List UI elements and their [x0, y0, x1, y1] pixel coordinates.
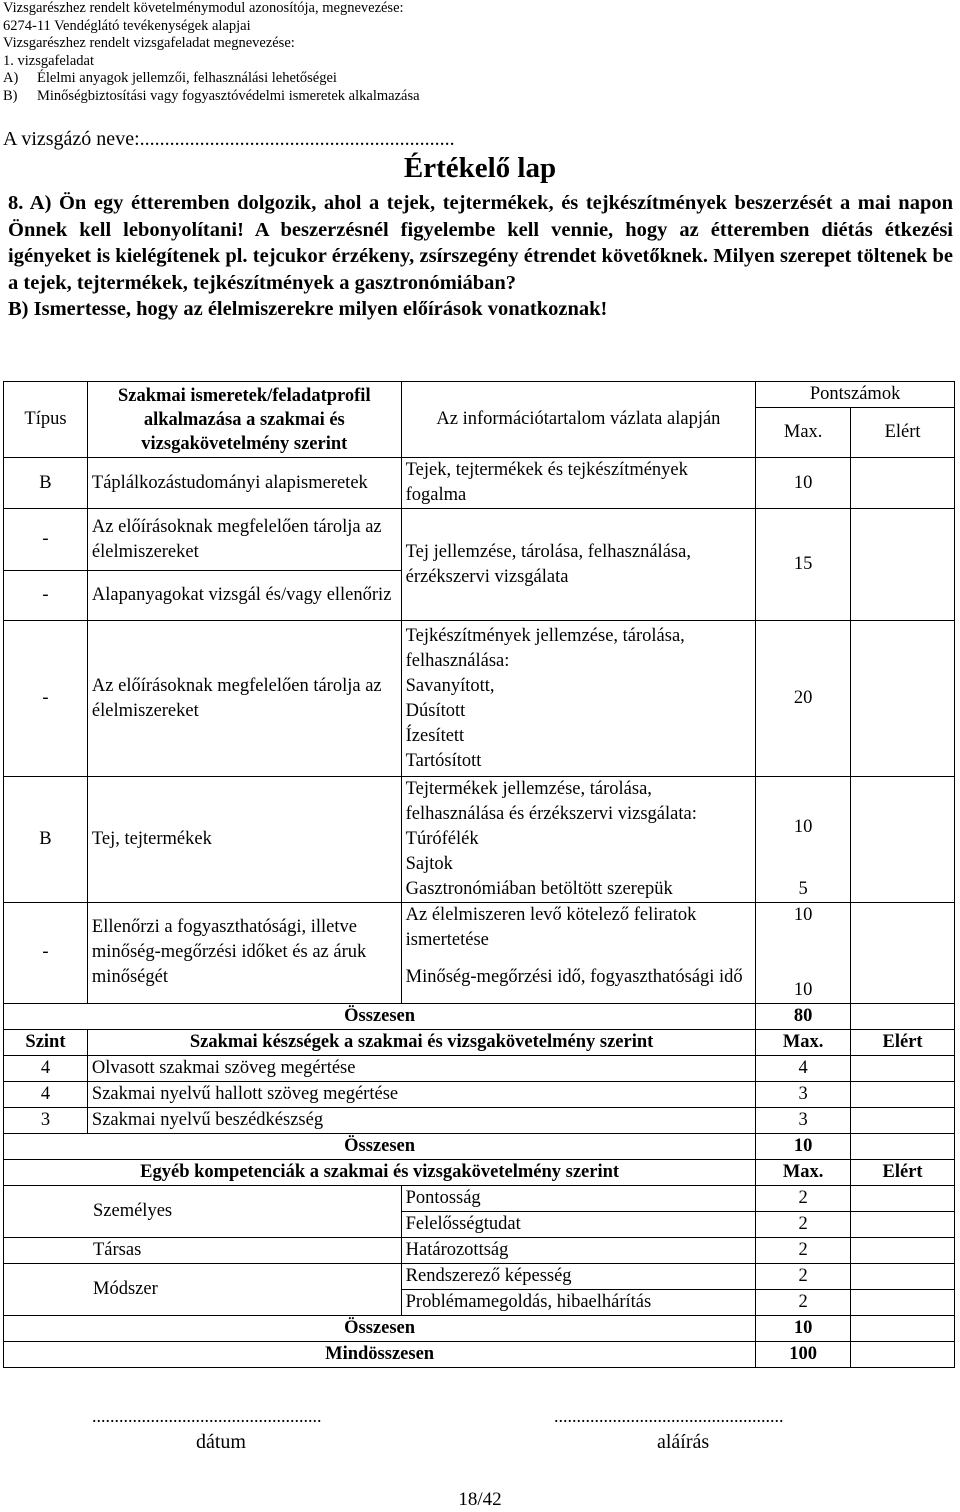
- subtotal-row: Összesen 10: [4, 1315, 955, 1341]
- table-row: 4 Szakmai nyelvű hallott szöveg megértése 3: [4, 1081, 955, 1107]
- date-line: ...................................................: [92, 1406, 322, 1426]
- document-header: [3, 0, 420, 105]
- table-row: Felelősségtudat 2: [4, 1211, 955, 1237]
- table-row: 4 Olvasott szakmai szöveg megértése 4: [4, 1055, 955, 1081]
- page-title: Értékelő lap: [403, 152, 557, 184]
- achieved-cell[interactable]: [851, 1237, 955, 1263]
- achieved-cell[interactable]: [851, 903, 955, 1004]
- task-part-b: B) Ismertesse, hogy az élelmiszerekre milyen előírások vonatkoznak!: [8, 298, 608, 320]
- competency-header-row: Egyéb kompetenciák a szakmai és vizsgakövetelmény szerint Max. Elért: [4, 1159, 955, 1185]
- achieved-cell[interactable]: [851, 1263, 955, 1289]
- skills-header-row: Szint Szakmai készségek a szakmai és vizsgakövetelmény szerint Max. Elért: [4, 1029, 955, 1055]
- table-row: - Ellenőrzi a fogyaszthatósági, illetve minőség-megőrzési időket és az áruk minőségét Az élelmiszeren levő kötelező feliratok ismertetése 10: [4, 903, 955, 954]
- header-line: Vizsgarészhez rendelt vizsgafeladat megnevezése:: [3, 35, 295, 51]
- header-item-a: A) Élelmi anyagok jellemzői, felhasználási lehetőségei: [3, 70, 337, 86]
- table-row: Minőség-megőrzési idő, fogyaszthatósági idő 10: [4, 953, 955, 1003]
- table-row: - Az előírásoknak megfelelően tárolja az élelmiszereket Tejkészítmények jellemzése, tárolása, felhasználása: Savanyított, Dúsított Ízesített Tartósított 20: [4, 621, 955, 777]
- table-row: Módszer Rendszerező képesség 2: [4, 1263, 955, 1289]
- date-label: dátum: [196, 1431, 246, 1453]
- col-header-points: Pontszámok: [756, 382, 955, 408]
- table-row: B Táplálkozástudományi alapismeretek Tejek, tejtermékek és tejkészítmények fogalma 10: [4, 458, 955, 509]
- header-line: 1. vizsgafeladat: [3, 52, 94, 69]
- multi-line-info: Tejtermékek jellemzése, tárolása, felhasználása és érzékszervi vizsgálata: Túrófélék Sajtok: [401, 777, 756, 878]
- col-header-type: Típus: [4, 382, 88, 458]
- task-part-a: 8. A) Ön egy étteremben dolgozik, ahol a tejek, tejtermékek, és tejkészítmények beszerzését a mai napon Önnek kell lebonyolítani! A beszerzésnél figyelembe kell vennie, hogy az étteremben diétás étkezési igényeket is kielégítenek pl. tejcukor érzékeny, zsírszegény étrendet követőknek. Milyen szerepet töltenek be a tejek, tejtermékek, tejkészítmények a gasztronómiában?: [8, 192, 953, 294]
- task-description: [8, 190, 953, 323]
- achieved-cell[interactable]: [851, 458, 955, 509]
- achieved-cell[interactable]: [851, 1211, 955, 1237]
- achieved-cell[interactable]: [851, 621, 955, 777]
- table-row: Problémamegoldás, hibaelhárítás 2: [4, 1289, 955, 1315]
- header-line: Vizsgarészhez rendelt követelménymodul azonosítója, megnevezése:: [3, 0, 404, 16]
- table-row: Társas Határozottság 2: [4, 1237, 955, 1263]
- grand-total-row: Mindösszesen 100: [4, 1341, 955, 1367]
- achieved-cell[interactable]: [851, 1341, 955, 1367]
- table-row: - Az előírásoknak megfelelően tárolja az élelmiszereket Tej jellemzése, tárolása, felhasználása, érzékszervi vizsgálata 15: [4, 509, 955, 571]
- col-header-achieved: Elért: [851, 408, 955, 458]
- page-number: 18/42: [458, 1489, 502, 1510]
- achieved-cell[interactable]: [851, 777, 955, 903]
- achieved-cell[interactable]: [851, 1185, 955, 1211]
- evaluation-table: [3, 381, 955, 1368]
- examinee-name-line: A vizsgázó neve:...............................................................: [3, 128, 455, 150]
- subtotal-row: Összesen 80: [4, 1003, 955, 1029]
- col-header-max: Max.: [756, 408, 851, 458]
- achieved-cell[interactable]: [851, 1081, 955, 1107]
- achieved-cell[interactable]: [851, 1003, 955, 1029]
- table-row: 3 Szakmai nyelvű beszédkészség 3: [4, 1107, 955, 1133]
- col-header-profile: Szakmai ismeretek/feladatprofil alkalmazása a szakmai és vizsgakövetelmény szerint: [87, 382, 401, 458]
- achieved-cell[interactable]: [851, 509, 955, 621]
- table-row: - Alapanyagokat vizsgál és/vagy ellenőriz: [4, 571, 955, 621]
- achieved-cell[interactable]: [851, 1315, 955, 1341]
- signature-label: aláírás: [657, 1431, 710, 1453]
- achieved-cell[interactable]: [851, 1133, 955, 1159]
- achieved-cell[interactable]: [851, 1289, 955, 1315]
- header-item-b: B) Minőségbiztosítási vagy fogyasztóvédelmi ismeretek alkalmazása: [3, 87, 420, 104]
- table-row: Gasztronómiában betöltött szerepük 5: [4, 877, 955, 903]
- multi-line-info: Tejkészítmények jellemzése, tárolása, felhasználása: Savanyított, Dúsított Ízesített Tartósított: [401, 621, 756, 777]
- col-header-info: Az információtartalom vázlata alapján: [401, 382, 756, 458]
- subtotal-row: Összesen 10: [4, 1133, 955, 1159]
- table-row: B Tej, tejtermékek Tejtermékek jellemzése, tárolása, felhasználása és érzékszervi vizsgálata: Túrófélék Sajtok 10: [4, 777, 955, 878]
- achieved-cell[interactable]: [851, 1055, 955, 1081]
- achieved-cell[interactable]: [851, 1107, 955, 1133]
- signature-line: ...................................................: [554, 1406, 784, 1426]
- table-row: Személyes Pontosság 2: [4, 1185, 955, 1211]
- header-line: 6274-11 Vendéglátó tevékenységek alapjai: [3, 17, 251, 34]
